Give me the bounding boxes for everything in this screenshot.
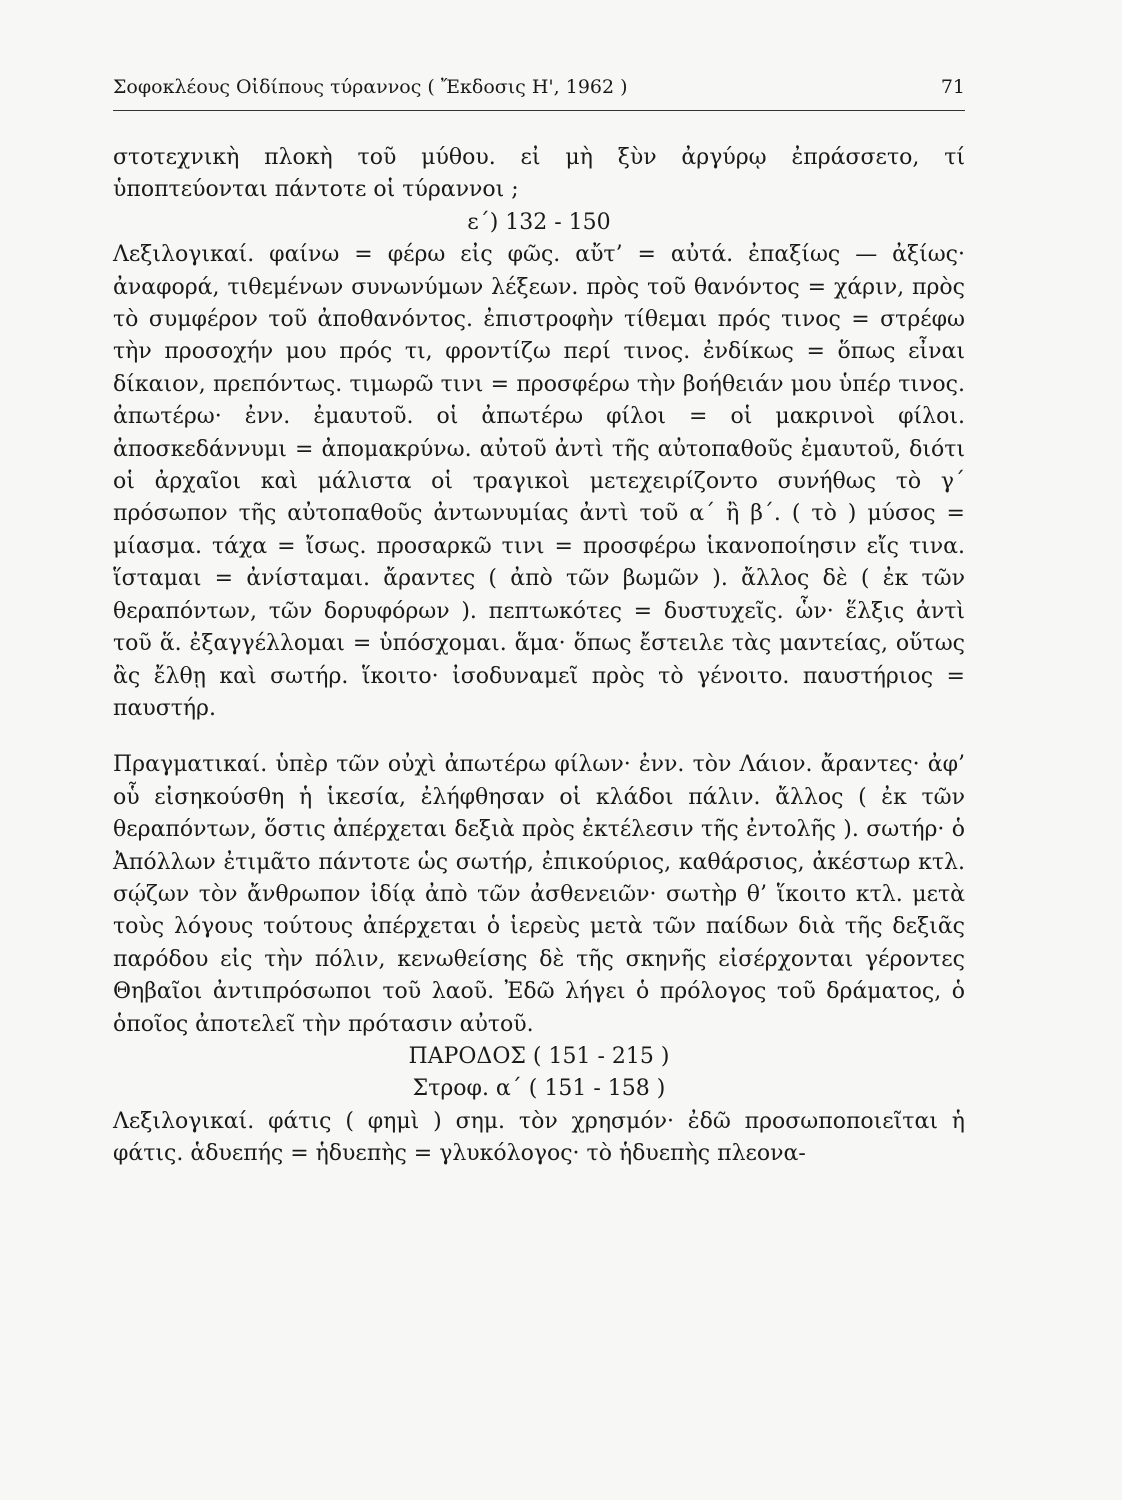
header-rule [113, 110, 965, 111]
section-heading: ε΄) 132 - 150 [467, 209, 611, 235]
parodos-heading: ΠΑΡΟΔΟΣ ( 151 - 215 ) [408, 1043, 670, 1069]
strophe-heading: Στροφ. α΄ ( 151 - 158 ) [412, 1076, 666, 1102]
factual-paragraph: Πραγματικαί. ὑπὲρ τῶν οὐχὶ ἀπωτέρω φίλων· ἐνν. τὸν Λάιον. ἄραντες· ἀφ’ οὗ εἰσηκούσθη ἡ ἱκεσία, ἐλήφθησαν οἱ κλάδοι πάλιν. ἄλλος ( ἐκ τῶν θεραπόντων, ὅστις ἀπέρχεται δεξιὰ πρὸς ἐκτέλεσιν τῆς ἐντολῆς ). σωτήρ· ὁ Ἀπόλλων ἐτιμᾶτο πάντοτε ὡς σωτήρ, ἐπικούριος, καθάρσιος, ἀκέστωρ κτλ. σῴζων τὸν ἄνθρωπον ἰδίᾳ ἀπὸ τῶν ἀσθενειῶν· σωτὴρ θ’ ἵκοιτο κτλ. μετὰ τοὺς λόγους τούτους ἀπέρχεται ὁ ἱερεὺς μετὰ τῶν παίδων διὰ τῆς δεξιᾶς παρόδου εἰς τὴν πόλιν, κενωθείσης δὲ τῆς σκηνῆς εἰσέρχονται γέροντες Θηβαῖοι ἀντιπρόσωποι τοῦ λαοῦ. Ἐδῶ λήγει ὁ πρόλογος τοῦ δράματος, ὁ ὁποῖος ἀποτελεῖ τὴν πρότασιν αὐτοῦ. [113, 752, 965, 1037]
running-head [113, 76, 965, 98]
page-number: 71 [940, 76, 965, 98]
running-title: Σοφοκλέους Οἰδίπους τύραννος ( Ἔκδοσις Η', 1962 ) [113, 76, 628, 98]
lexical-paragraph-2: Λεξιλογικαί. φάτις ( φημὶ ) σημ. τὸν χρησμόν· ἐδῶ προσωποποιεῖται ἡ φάτις. ἁδυεπής = ἡδυεπὴς = γλυκόλογος· τὸ ἡδυεπὴς πλεονα- [113, 1108, 965, 1167]
page-body [113, 142, 965, 1171]
intro-paragraph: στοτεχνικὴ πλοκὴ τοῦ μύθου. εἰ μὴ ξὺν ἀργύρῳ ἐπράσσετο, τί ὑποπτεύονται πάντοτε οἱ τύραννοι ; [113, 145, 965, 203]
lexical-paragraph-1: Λεξιλογικαί. φαίνω = φέρω εἰς φῶς. αὔτ’ = αὐτά. ἐπαξίως — ἀξίως· ἀναφορά, τιθεμένων συνωνύμων λέξεων. πρὸς τοῦ θανόντος = χάριν, πρὸς τὸ συμφέρον τοῦ ἀποθανόντος. ἐπιστροφὴν τίθεμαι πρός τινος = στρέφω τὴν προσοχήν μου πρός τι, φροντίζω περί τινος. ἐνδίκως = ὅπως εἶναι δίκαιον, πρεπόντως. τιμωρῶ τινι = προσφέρω τὴν βοήθειάν μου ὑπέρ τινος. ἀπωτέρω· ἐνν. ἐμαυτοῦ. οἱ ἀπωτέρω φίλοι = οἱ μακρινοὶ φίλοι. ἀποσκεδάννυμι = ἀπομακρύνω. αὐτοῦ ἀντὶ τῆς αὐτοπαθοῦς ἐμαυτοῦ, διότι οἱ ἀρχαῖοι καὶ μάλιστα οἱ τραγικοὶ μετεχειρίζοντο συνήθως τὸ γ΄ πρόσωπον τῆς αὐτοπαθοῦς ἀντωνυμίας ἀντὶ τοῦ α΄ ἢ β΄. ( τὸ ) μύσος = μίασμα. τάχα = ἴσως. προσαρκῶ τινι = προσφέρω ἱκανοποίησιν εἴς τινα. ἵσταμαι = ἀνίσταμαι. ἄραντες ( ἀπὸ τῶν βωμῶν ). ἄλλος δὲ ( ἐκ τῶν θεραπόντων, τῶν δορυφόρων ). πεπτωκότες = δυστυχεῖς. ὧν· ἕλξις ἀντὶ τοῦ ἅ. ἐξαγγέλλομαι = ὑπόσχομαι. ἅμα· ὅπως ἔστειλε τὰς μαντείας, οὕτως ἂς ἔλθῃ καὶ σωτήρ. ἵκοιτο· ἰσοδυναμεῖ πρὸς τὸ γένοιτο. παυστήριος = παυστήρ. [113, 242, 965, 721]
paragraph-spacer [113, 725, 965, 749]
